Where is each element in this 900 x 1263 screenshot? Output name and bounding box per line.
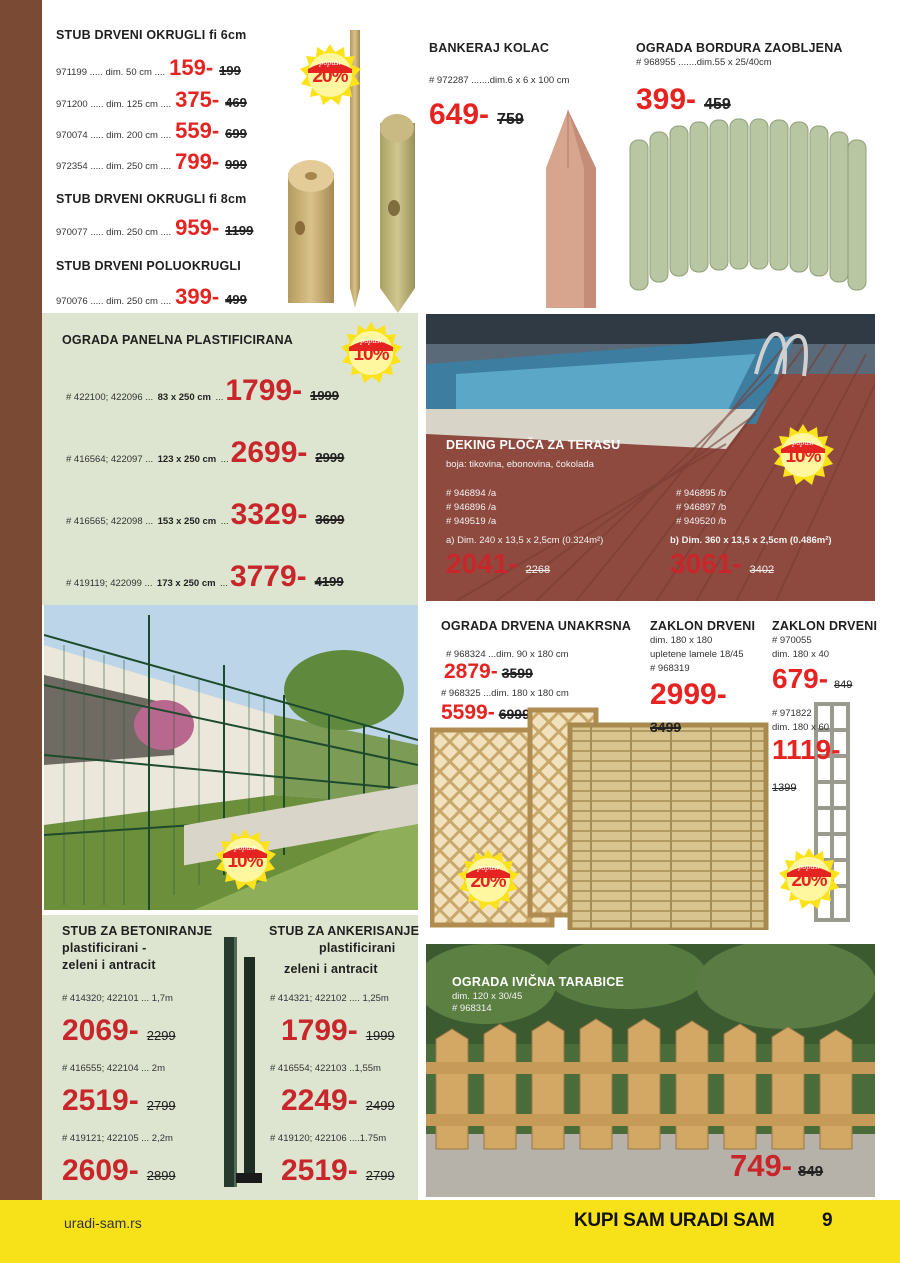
zaklon2-spec: dim. 180 x 60 [772,722,830,733]
footer-slogan: KUPI SAM URADI SAM [574,1210,775,1231]
list-item: 970074 ..... dim. 200 cm .... 559- 699 [56,118,247,143]
border-fence-image [626,118,868,298]
zaklon2-price-row: 679- 849 [772,663,853,694]
discount-badge: popust 10% [214,829,276,891]
zaklon2-spec: # 970055 [772,635,812,646]
zaklon2-title: ZAKLON DRVENI [772,619,878,633]
bankeraj-price-row: 649- 759 [429,98,524,131]
beton-spec: # 416555; 422104 ... 2m [62,1063,165,1074]
deking-title: DEKING PLOČA ZA TERASU [446,438,621,452]
tarabice-price-row: 749- 849 [730,1148,824,1183]
deking-code: # 946897 /b [676,502,727,513]
deking-code: # 949520 /b [676,516,727,527]
stub-okrugli-8-title: STUB DRVENI OKRUGLI fi 8cm [56,192,247,206]
ankerisanje-spec: # 419120; 422106 ....1.75m [270,1133,387,1144]
bankeraj-title: BANKERAJ KOLAC [429,41,550,55]
stub-okrugli-6-title: STUB DRVENI OKRUGLI fi 6cm [56,28,247,42]
beton-spec: # 419121; 422105 ... 2,2m [62,1133,173,1144]
zaklon1-title: ZAKLON DRVENI [650,619,756,633]
tarabice-spec: dim. 120 x 30/45 [452,991,523,1002]
ankerisanje-price-row: 2249- 2499 [281,1084,395,1117]
ankerisanje-subtitle: zeleni i antracit [284,962,378,976]
deking-code: # 946894 /a [446,488,497,499]
deking-price-a: 2041- 2268 [446,548,551,579]
tarabice-title: OGRADA IVIČNA TARABICE [452,975,624,989]
list-item: 971199 ..... dim. 50 cm .... 159- 199 [56,55,241,80]
unakrsna-spec: # 968324 ...dim. 90 x 180 cm [446,649,569,660]
panelna-title: OGRADA PANELNA PLASTIFICIRANA [62,333,294,347]
left-brown-bar [0,0,42,1210]
ankerisanje-price-row: 2519- 2799 [281,1154,395,1187]
bordura-spec: # 968955 .......dim.55 x 25/40cm [636,57,772,68]
list-item: 971200 ..... dim. 125 cm .... 375- 469 [56,87,247,112]
list-item: # 422100; 422096 ... 83 x 250 cm ... 1799- 1999 [66,374,340,407]
footer-website[interactable]: uradi-sam.rs [64,1215,142,1231]
metal-posts-image [218,935,268,1197]
deking-code: # 946896 /a [446,502,497,513]
deking-code: # 949519 /a [446,516,497,527]
beton-price-row: 2069- 2299 [62,1014,176,1047]
beton-subtitle: zeleni i antracit [62,958,156,972]
ankerisanje-spec: # 414321; 422102 .... 1,25m [270,993,389,1004]
unakrsna-spec: # 968325 ...dim. 180 x 180 cm [441,688,569,699]
stake-image [540,108,610,313]
deking-subtitle: boja: tikovina, ebonovina, čokolada [446,459,594,470]
unakrsna-price-2: 5599- 6999 [441,701,530,724]
list-item: 970076 ..... dim. 250 cm .... 399- 499 [56,284,247,309]
beton-title: STUB ZA BETONIRANJE [62,924,213,938]
list-item: # 416564; 422097 ... 123 x 250 cm ... 2699- 2999 [66,436,345,469]
deking-code: # 946895 /b [676,488,727,499]
zaklon2-spec: # 971822 [772,708,812,719]
zaklon2-old-price-2: 1399 [772,782,797,794]
bankeraj-spec: # 972287 .......dim.6 x 6 x 100 cm [429,75,570,86]
beton-price-row: 2609- 2899 [62,1154,176,1187]
list-item: # 416565; 422098 ... 153 x 250 cm ... 3329- 3699 [66,498,345,531]
zaklon1-old-price: 3499 [650,719,682,735]
deking-price-b: 3061- 3402 [670,548,775,579]
tarabice-spec: # 968314 [452,1003,492,1014]
ankerisanje-price-row: 1799- 1999 [281,1014,395,1047]
zaklon1-spec: # 968319 [650,663,690,674]
deking-dim-a: a) Dim. 240 x 13,5 x 2,5cm (0.324m²) [446,535,604,546]
deking-dim-b: b) Dim. 360 x 13,5 x 2,5cm (0.486m²) [670,535,832,546]
list-item: 970077 ..... dim. 250 cm .... 959- 1199 [56,215,254,240]
bordura-title: OGRADA BORDURA ZAOBLJENA [636,41,843,55]
ankerisanje-subtitle: plastificirani [319,941,396,955]
zaklon2-spec: dim. 180 x 40 [772,649,830,660]
list-item: # 419119; 422099 ... 173 x 250 cm ... 3779- 4199 [66,560,344,593]
discount-badge: popust 20% [457,849,519,911]
zaklon1-spec: upletene lamele 18/45 [650,649,744,660]
beton-price-row: 2519- 2799 [62,1084,176,1117]
zaklon1-spec: dim. 180 x 180 [650,635,713,646]
unakrsna-title: OGRADA DRVENA UNAKRSNA [441,619,632,633]
discount-badge: popust 20% [778,848,840,910]
discount-badge: popust 10% [772,424,834,486]
list-item: 972354 ..... dim. 250 cm .... 799- 999 [56,149,247,174]
discount-badge: popust 20% [299,44,361,106]
zaklon2-price-2: 1119- [772,734,841,765]
discount-badge: popust 10% [340,322,402,384]
beton-subtitle: plastificirani - [62,941,147,955]
zaklon1-price: 2999- [650,678,727,711]
beton-spec: # 414320; 422101 ... 1,7m [62,993,173,1004]
page-number: 9 [822,1210,833,1231]
unakrsna-price-1: 2879- 3599 [444,660,533,683]
bordura-price-row: 399- 459 [636,83,731,116]
stub-poluokrugli-title: STUB DRVENI POLUOKRUGLI [56,259,241,273]
ankerisanje-spec: # 416554; 422103 ..1,55m [270,1063,381,1074]
ankerisanje-title: STUB ZA ANKERISANJE [269,924,420,938]
